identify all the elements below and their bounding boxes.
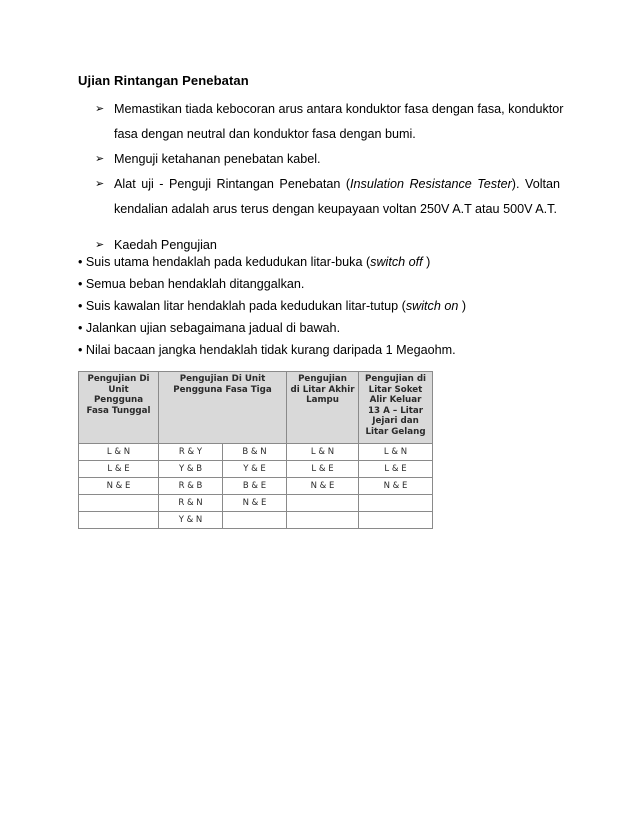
bullet-item: • Suis kawalan litar hendaklah pada kedudukan litar-tutup (switch on ) bbox=[78, 299, 467, 313]
italic-term: switch off bbox=[370, 255, 423, 269]
arrow-item-line: fasa dengan neutral dan konduktor fasa dengan bumi. bbox=[114, 127, 416, 141]
table-cell bbox=[359, 495, 433, 512]
table-cell: B & N bbox=[223, 444, 287, 461]
bullet-item: • Nilai bacaan jangka hendaklah tidak kurang daripada 1 Megaohm. bbox=[78, 343, 456, 357]
italic-term: switch on bbox=[405, 299, 459, 313]
table-cell: L & N bbox=[359, 444, 433, 461]
arrow-item-text: Kaedah Pengujian bbox=[114, 238, 217, 252]
table-cell: Y & B bbox=[159, 461, 223, 478]
arrow-list-item bbox=[95, 172, 565, 222]
italic-term: Insulation Resistance Tester bbox=[350, 177, 512, 191]
table-header-cell: Pengujian di Litar Akhir Lampu bbox=[287, 372, 359, 444]
arrow-item-text bbox=[114, 97, 565, 147]
table-header-row bbox=[79, 372, 433, 444]
table-cell: R & N bbox=[159, 495, 223, 512]
arrow-list-item bbox=[95, 147, 565, 172]
section-heading: Ujian Rintangan Penebatan bbox=[78, 73, 249, 88]
table-cell: N & E bbox=[287, 478, 359, 495]
table-cell: R & B bbox=[159, 478, 223, 495]
bullet-item: • Semua beban hendaklah ditanggalkan. bbox=[78, 277, 305, 291]
table-row bbox=[79, 478, 433, 495]
arrow-bullet-icon: ➢ bbox=[95, 103, 105, 115]
arrow-item-line: Alat uji - Penguji Rintangan Penebatan (Insulation Resistance Tester). Voltan bbox=[114, 177, 561, 191]
table-cell: N & E bbox=[359, 478, 433, 495]
table-cell bbox=[359, 512, 433, 529]
table-cell: B & E bbox=[223, 478, 287, 495]
table-cell: L & E bbox=[79, 461, 159, 478]
table-cell: L & N bbox=[287, 444, 359, 461]
table-header-cell: Pengujian Di Unit Pengguna Fasa Tunggal bbox=[79, 372, 159, 444]
table-row bbox=[79, 444, 433, 461]
bullet-item: • Jalankan ujian sebagaimana jadual di bawah. bbox=[78, 321, 341, 335]
table-row bbox=[79, 461, 433, 478]
table-header-cell: Pengujian Di Unit Pengguna Fasa Tiga bbox=[159, 372, 287, 444]
test-table-image bbox=[78, 371, 432, 525]
arrow-list-item bbox=[95, 97, 565, 147]
arrow-item-line: kendalian adalah arus terus dengan keupayaan voltan 250V A.T atau 500V A.T. bbox=[114, 202, 557, 216]
table-cell bbox=[223, 512, 287, 529]
table-cell: L & E bbox=[359, 461, 433, 478]
test-table bbox=[78, 371, 433, 529]
arrow-item-text bbox=[114, 172, 565, 222]
table-cell: Y & N bbox=[159, 512, 223, 529]
table-row bbox=[79, 512, 433, 529]
table-cell: N & E bbox=[223, 495, 287, 512]
arrow-bullet-icon: ➢ bbox=[95, 178, 105, 190]
table-cell bbox=[287, 512, 359, 529]
table-cell bbox=[287, 495, 359, 512]
arrow-item-line: Memastikan tiada kebocoran arus antara konduktor fasa dengan fasa, konduktor bbox=[114, 102, 564, 116]
table-cell: N & E bbox=[79, 478, 159, 495]
table-cell: Y & E bbox=[223, 461, 287, 478]
table-cell bbox=[79, 512, 159, 529]
table-row bbox=[79, 495, 433, 512]
arrow-bullet-icon: ➢ bbox=[95, 153, 105, 165]
table-cell bbox=[79, 495, 159, 512]
arrow-bullet-icon: ➢ bbox=[95, 239, 105, 251]
bullet-item: • Suis utama hendaklah pada kedudukan litar-buka (switch off ) bbox=[78, 255, 431, 269]
table-cell: L & N bbox=[79, 444, 159, 461]
table-cell: R & Y bbox=[159, 444, 223, 461]
table-cell: L & E bbox=[287, 461, 359, 478]
arrow-item-text: Menguji ketahanan penebatan kabel. bbox=[114, 152, 321, 166]
table-header-cell: Pengujian di Litar Soket Alir Keluar 13 A – Litar Jejari dan Litar Gelang bbox=[359, 372, 433, 444]
